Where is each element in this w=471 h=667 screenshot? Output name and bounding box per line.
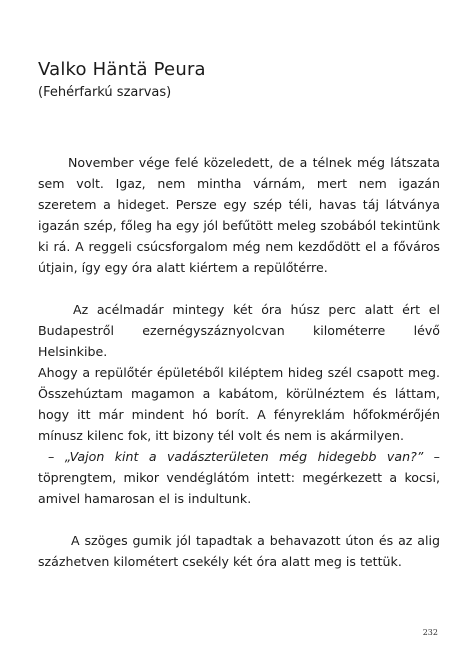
chapter-title: Valko Häntä Peura: [38, 59, 206, 80]
paragraph-5: A szöges gumik jól tapadtak a behavazott úton és az alig százhetven kilométert csekély két óra alatt meg is tettük.: [38, 533, 440, 569]
paragraph-2: Az acélmadár mintegy két óra húsz perc alatt ért el Budapestről ezernégyszáznyolcvan kilométerre lévő Helsinkibe.: [38, 302, 440, 359]
dialogue-dash: –: [48, 449, 65, 464]
paragraph-1: November vége felé közeledett, de a télnek még látszata sem volt. Igaz, nem mintha várnám, mert nem igazán szeretem a hideget. Persze egy szép téli, havas táj látványa igazán szép, főleg ha egy jól befűtött meleg szobából tekintünk ki rá. A reggeli csúcsforgalom még nem kezdődött el a főváros útjain, így egy óra alatt kiértem a repülőtérre.: [38, 155, 440, 275]
body-text: [38, 152, 440, 572]
page-number: 232: [422, 628, 438, 637]
paragraph-3: Ahogy a repülőtér épületéből kiléptem hideg szél csapott meg. Összehúztam magamon a kabátom, körülnéztem és láttam, hogy itt már mindent hó borít. A fényreklám hőfokmérőjén mínusz kilenc fok, itt bizony tél volt és nem is akármilyen.: [38, 365, 440, 443]
dialogue-quote: „Vajon kint a vadászterületen még hidegebb van?”: [64, 449, 424, 464]
paragraph-4: [38, 446, 440, 509]
dialogue-rest: – töprengtem, mikor vendéglátóm intett: megérkezett a kocsi, amivel hamarosan el is indultunk.: [38, 449, 440, 506]
chapter-subtitle: (Fehérfarkú szarvas): [38, 85, 172, 100]
